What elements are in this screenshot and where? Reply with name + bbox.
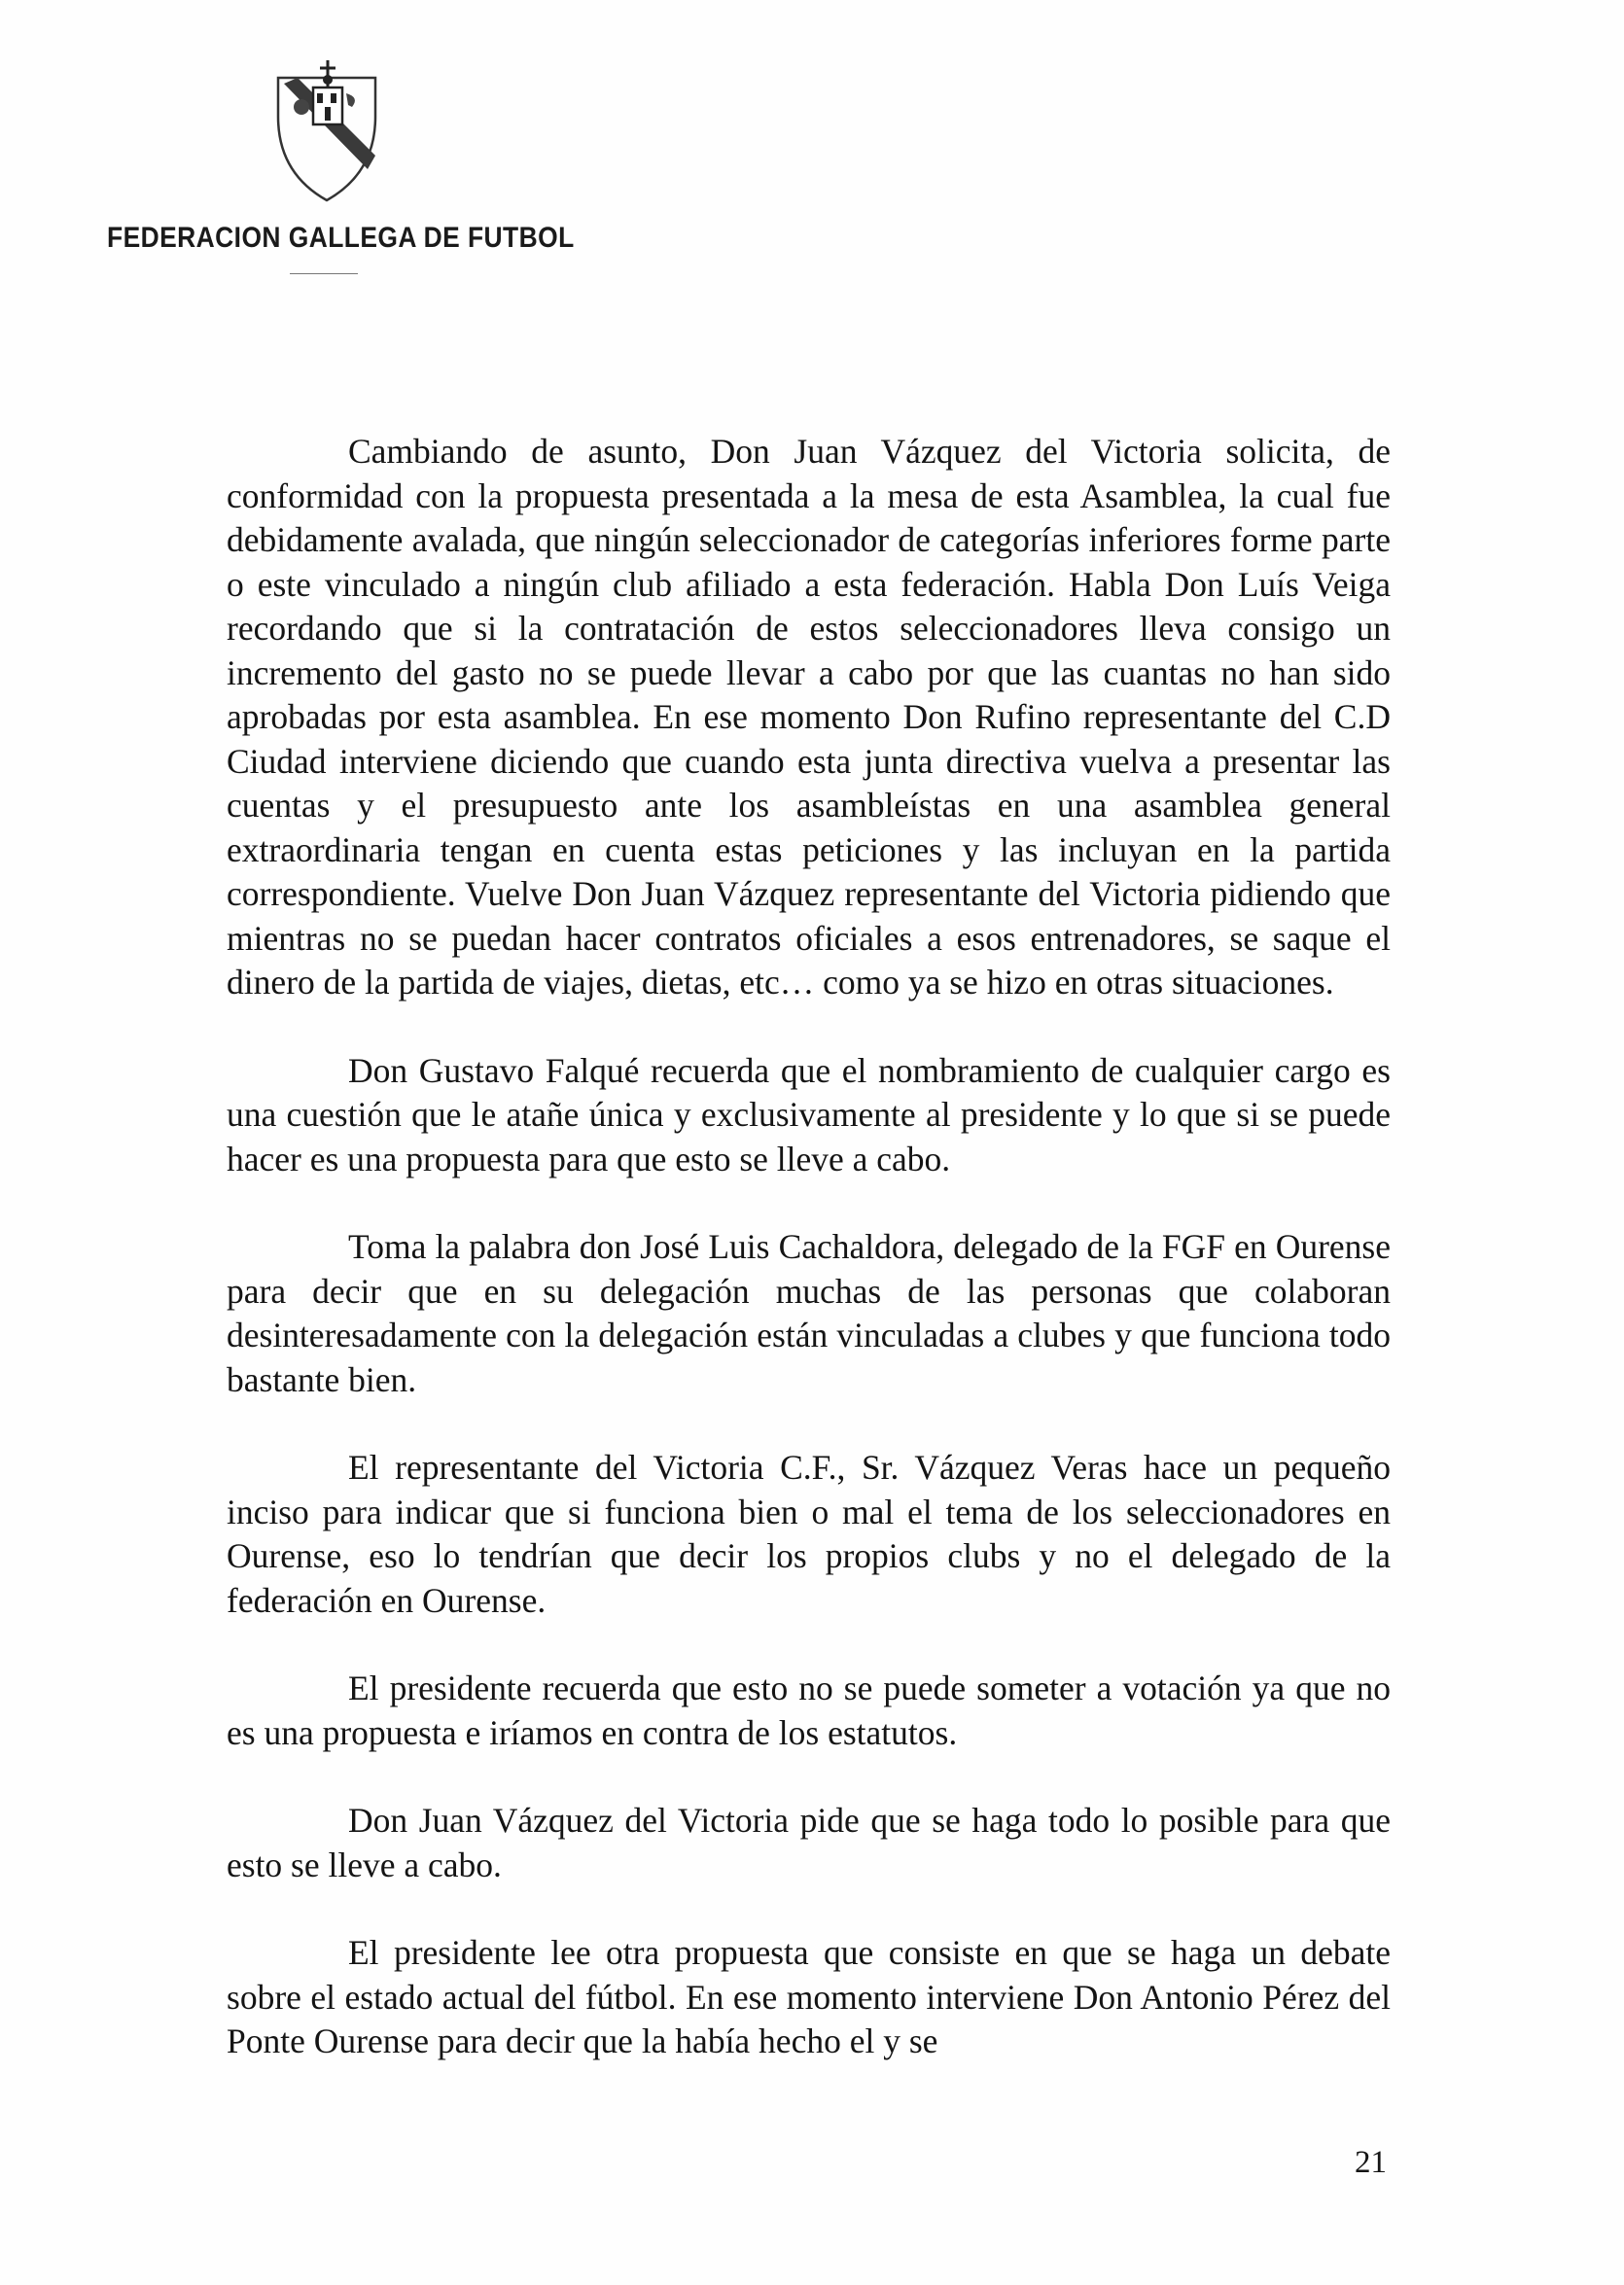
paragraph: Don Gustavo Falqué recuerda que el nombramiento de cualquier cargo es una cuestión que le atañe única y exclusivamente al presidente y lo que si se puede hacer es una propuesta para que esto se lleve a cabo. [227, 1050, 1391, 1178]
page-number: 21 [1355, 2145, 1387, 2180]
paragraph: El representante del Victoria C.F., Sr. Vázquez Veras hace un pequeño inciso para indicar que si funciona bien o mal el tema de los seleccionadores en Ourense, eso lo tendrían que decir los propios clubs y no el delegado de la federación en Ourense. [227, 1448, 1391, 1620]
federation-crest-icon [274, 58, 379, 204]
organization-name: FEDERACION GALLEGA DE FUTBOL [107, 222, 575, 254]
paragraph: El presidente lee otra propuesta que consiste en que se haga un debate sobre el estado actual del fútbol. En ese momento interviene Don Antonio Pérez del Ponte Ourense para decir que la había hecho el y se [227, 1933, 1391, 2060]
document-body [227, 430, 1391, 2064]
paragraph: Cambiando de asunto, Don Juan Vázquez del Victoria solicita, de conformidad con la propuesta presentada a la mesa de esta Asamblea, la cual fue debidamente avalada, que ningún seleccionador de categorías inferiores forme parte o este vinculado a ningún club afiliado a esta federación. Habla Don Luís Veiga recordando que si la contratación de estos seleccionadores lleva consigo un incremento del gasto no se puede llevar a cabo por que las cuantas no han sido aprobadas por esta asamblea. En ese momento Don Rufino representante del C.D Ciudad interviene diciendo que cuando esta junta directiva vuelva a presentar las cuentas y el presupuesto ante los asambleístas en una asamblea general extraordinaria tengan en cuenta estas peticiones y las incluyan en la partida correspondiente. Vuelve Don Juan Vázquez representante del Victoria pidiendo que mientras no se puedan hacer contratos oficiales a esos entrenadores, se saque el dinero de la partida de viajes, dietas, etc… como ya se hizo en otras situaciones. [227, 432, 1391, 1002]
header-divider [290, 273, 358, 274]
paragraph: Don Juan Vázquez del Victoria pide que se haga todo lo posible para que esto se lleve a cabo. [227, 1801, 1391, 1884]
paragraph: El presidente recuerda que esto no se puede someter a votación ya que no es una propuesta e iríamos en contra de los estatutos. [227, 1669, 1391, 1752]
paragraph: Toma la palabra don José Luis Cachaldora, delegado de la FGF en Ourense para decir que en su delegación muchas de las personas que colaboran desinteresadamente con la delegación están vinculadas a clubes y que funciona todo bastante bien. [227, 1227, 1391, 1399]
